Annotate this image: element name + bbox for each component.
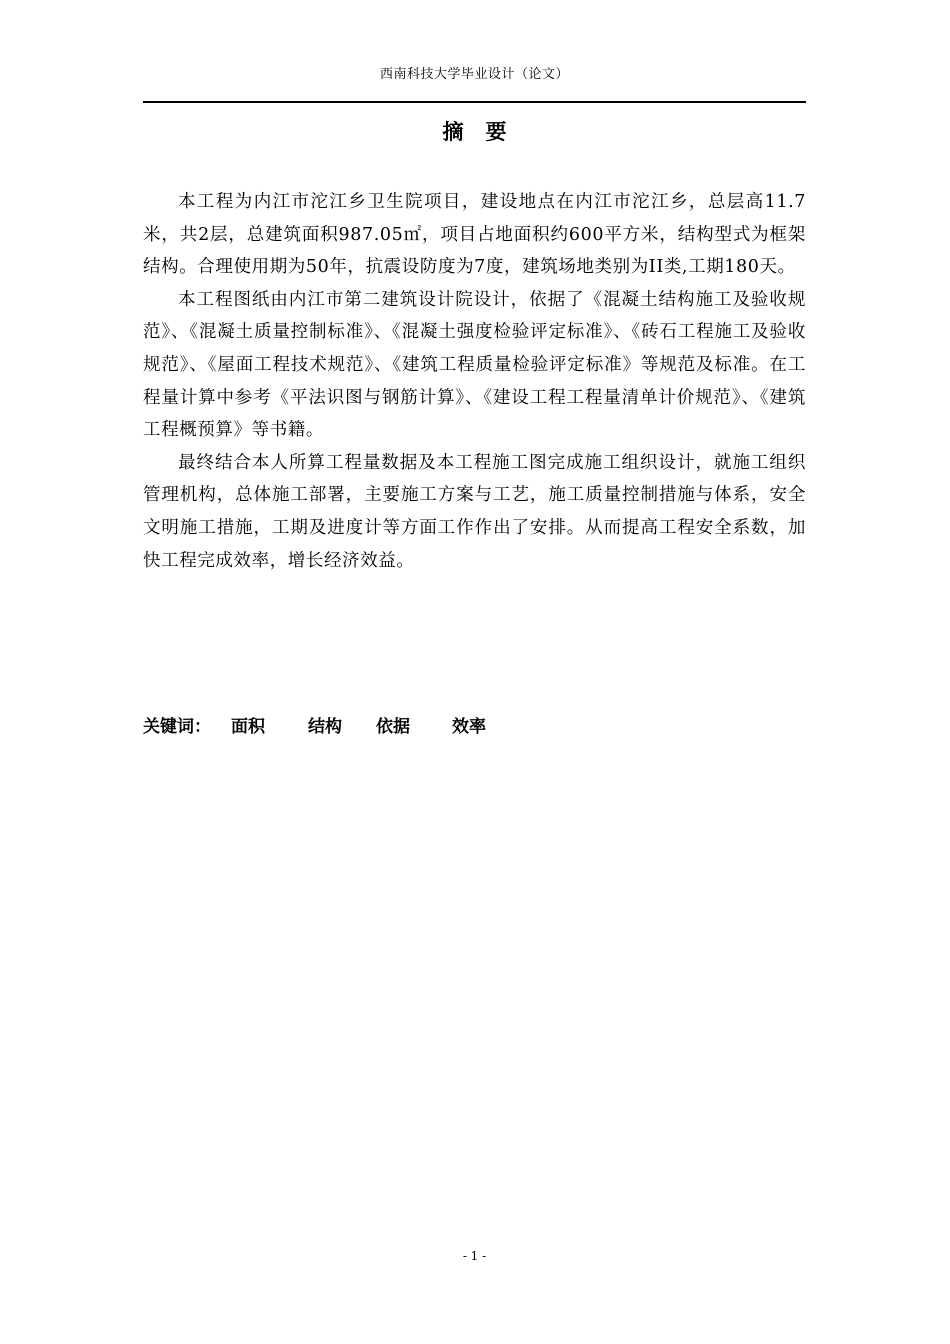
running-header: 西南科技大学毕业设计（论文） bbox=[379, 67, 569, 82]
keywords-line bbox=[143, 714, 806, 740]
abstract-body bbox=[143, 186, 806, 577]
abstract-paragraph-3: 最终结合本人所算工程量数据及本工程施工图完成施工组织设计，就施工组织管理机构，总体施工部署，主要施工方案与工艺，施工质量控制措施与体系，安全文明施工措施，工期及进度计等方面工作作出了安排。从而提高工程安全系数，加快工程完成效率，增长经济效益。 bbox=[143, 452, 806, 571]
abstract-paragraph-1: 本工程为内江市沱江乡卫生院项目，建设地点在内江市沱江乡，总层高11.7米，共2层，总建筑面积987.05㎡，项目占地面积约600平方米，结构型式为框架结构。合理使用期为50年，抗震设防度为7度，建筑场地类别为II类,工期180天。 bbox=[143, 192, 806, 278]
header-rule bbox=[143, 101, 806, 103]
keyword-item: 面积 bbox=[231, 717, 265, 737]
abstract-paragraph-2: 本工程图纸由内江市第二建筑设计院设计，依据了《混凝土结构施工及验收规范》、《混凝土质量控制标准》、《混凝土强度检验评定标准》、《砖石工程施工及验收规范》、《屋面工程技术规范》、《建筑工程质量检验评定标准》等规范及标准。在工程量计算中参考《平法识图与钢筋计算》、《建设工程工程量清单计价规范》、《建筑工程概预算》等书籍。 bbox=[143, 289, 806, 441]
keyword-item: 依据 bbox=[376, 717, 410, 737]
keyword-item: 效率 bbox=[452, 717, 486, 737]
keyword-item: 结构 bbox=[308, 717, 342, 737]
page-number: - 1 - bbox=[462, 1249, 487, 1263]
keywords-label: 关键词： bbox=[143, 717, 211, 737]
abstract-title: 摘要 bbox=[442, 120, 529, 144]
